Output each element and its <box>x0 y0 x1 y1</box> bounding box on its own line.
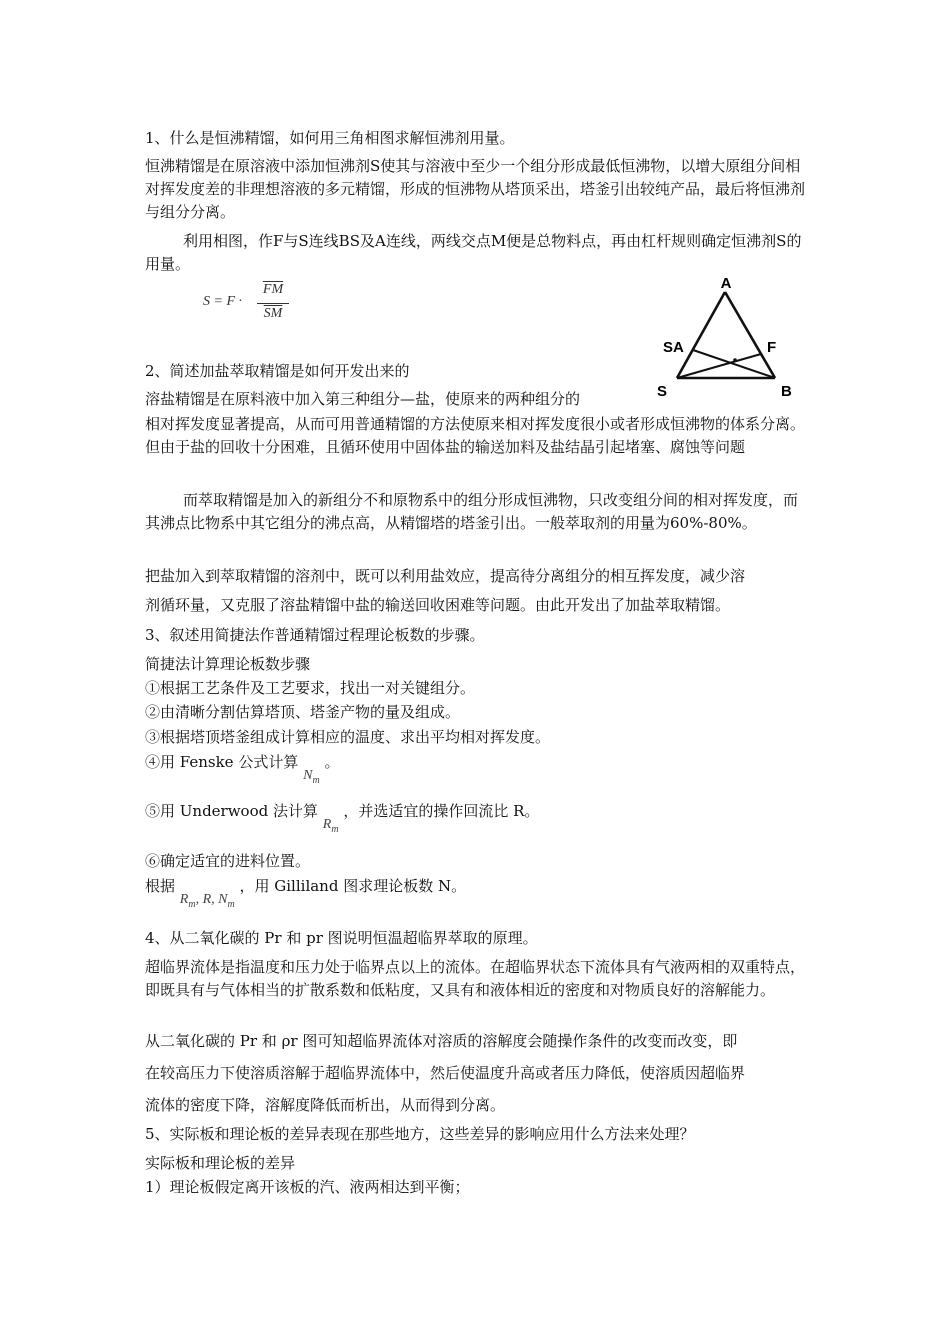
q2-paragraph-3-line-2: 剂循环量，又克服了溶盐精馏中盐的输送回收困难等问题。由此开发出了加盐萃取精馏。 <box>145 596 731 614</box>
q5-heading: 实际板和理论板的差异 <box>145 1154 296 1172</box>
symbol-n: N <box>303 768 313 783</box>
q4-title: 4、从二氧化碳的 Pr 和 pr 图说明恒温超临界萃取的原理。 <box>145 929 538 947</box>
q4-paragraph-2-line-1: 从二氧化碳的 Pr 和 ρr 图可知超临界流体对溶质的溶解度会随操作条件的改变而改变，即 <box>145 1032 738 1050</box>
symbol-r: R <box>179 892 189 907</box>
q3-step-5 <box>145 800 810 835</box>
q5-item-1: 1）理论板假定离开该板的汽、液两相达到平衡； <box>145 1178 470 1196</box>
q4-paragraph-2-line-2: 在较高压力下使溶质溶解于超临界流体中，然后使温度升高或者压力降低，使溶质因超临界 <box>145 1064 746 1082</box>
label-f: F <box>767 339 777 356</box>
label-a: A <box>720 275 732 292</box>
q3-step-3: ③根据塔顶塔釜组成计算相应的温度、求出平均相对挥发度。 <box>145 728 551 746</box>
formula-denominator: $\overline{SM}$ <box>263 306 283 321</box>
q3-step-1: ①根据工艺条件及工艺要求，找出一对关键组分。 <box>145 679 476 697</box>
label-sa: SA <box>663 339 684 356</box>
subscript-m: m <box>227 899 235 910</box>
fraction-bar <box>257 303 289 304</box>
q3-step-4 <box>145 751 810 786</box>
q3-final <box>145 875 810 910</box>
q3-step-2: ②由清晰分割估算塔顶、塔釜产物的量及组成。 <box>145 703 461 721</box>
q2-title: 2、简述加盐萃取精馏是如何开发出来的 <box>145 362 410 380</box>
symbols-r-n: , R, N <box>195 892 228 907</box>
q2-paragraph-2: 而萃取精馏是加入的新组分不和原物系中的组分形成恒沸物，只改变组分间的相对挥发度，而其沸点比物系中其它组分的沸点高，从精馏塔的塔釜引出。一般萃取剂的用量为60%-80%。 <box>145 491 799 532</box>
step-4-text: ④用 Fenske 公式计算 <box>145 753 299 771</box>
q2-paragraph-1-rest: 相对挥发度显著提高，从而可用普通精馏的方法使原来相对挥发度很小或者形成恒沸物的体系分离。但由于盐的回收十分困难，且循环使用中固体盐的输送加料及盐结晶引起堵塞、腐蚀等问题 <box>145 415 806 456</box>
subscript-m: m <box>188 899 196 910</box>
subscript-m: m <box>312 775 320 786</box>
q1-paragraph-2: 利用相图，作F与S连线BS及A连线，两线交点M便是总物料点，再由杠杆规则确定恒沸剂S的用量。 <box>145 232 802 273</box>
q1-paragraph-1: 恒沸精馏是在原溶液中添加恒沸剂S使其与溶液中至少一个组分形成最低恒沸物，以增大原组分间相对挥发度差的非理想溶液的多元精馏，形成的恒沸物从塔顶采出，塔釜引出较纯产品，最后将恒沸剂与组分分离。 <box>145 157 806 221</box>
step-5-end: ，并选适宜的操作回流比 R。 <box>343 802 540 820</box>
q4-paragraph-2-line-3: 流体的密度下降，溶解度降低而析出，从而得到分离。 <box>145 1096 506 1114</box>
step-4-end: 。 <box>324 753 340 771</box>
symbol-r: R <box>322 817 332 832</box>
q5-title: 5、实际板和理论板的差异表现在那些地方，这些差异的影响应用什么方法来处理？ <box>145 1125 695 1143</box>
subscript-m: m <box>331 824 339 835</box>
final-end: ，用 Gilliland 图求理论板数 N。 <box>239 877 467 895</box>
final-text: 根据 <box>145 877 176 895</box>
q1-title: 1、什么是恒沸精馏，如何用三角相图求解恒沸剂用量。 <box>145 129 515 147</box>
q3-title: 3、叙述用简捷法作普通精馏过程理论板数的步骤。 <box>145 626 485 644</box>
q2-paragraph-1-line-1: 溶盐精馏是在原料液中加入第三种组分—盐，使原来的两种组分的 <box>145 390 581 408</box>
q4-paragraph-1: 超临界流体是指温度和压力处于临界点以上的流体。在超临界状态下流体具有气液两相的双重特点，即既具有与气体相当的扩散系数和低粘度，又具有和液体相近的密度和对物质良好的溶解能力。 <box>145 958 806 999</box>
formula-lhs: S = F · <box>203 294 242 309</box>
step-5-text: ⑤用 Underwood 法计算 <box>145 802 318 820</box>
label-b: B <box>781 383 792 400</box>
q2-paragraph-3-line-1: 把盐加入到萃取精馏的溶剂中，既可以利用盐效应，提高待分离组分的相互挥发度，减少溶 <box>145 567 746 585</box>
label-s: S <box>657 383 668 400</box>
formula-numerator: $\overline{FM}$ <box>262 282 284 297</box>
q3-step-6: ⑥确定适宜的进料位置。 <box>145 852 311 870</box>
q3-heading: 简捷法计算理论板数步骤 <box>145 655 311 673</box>
